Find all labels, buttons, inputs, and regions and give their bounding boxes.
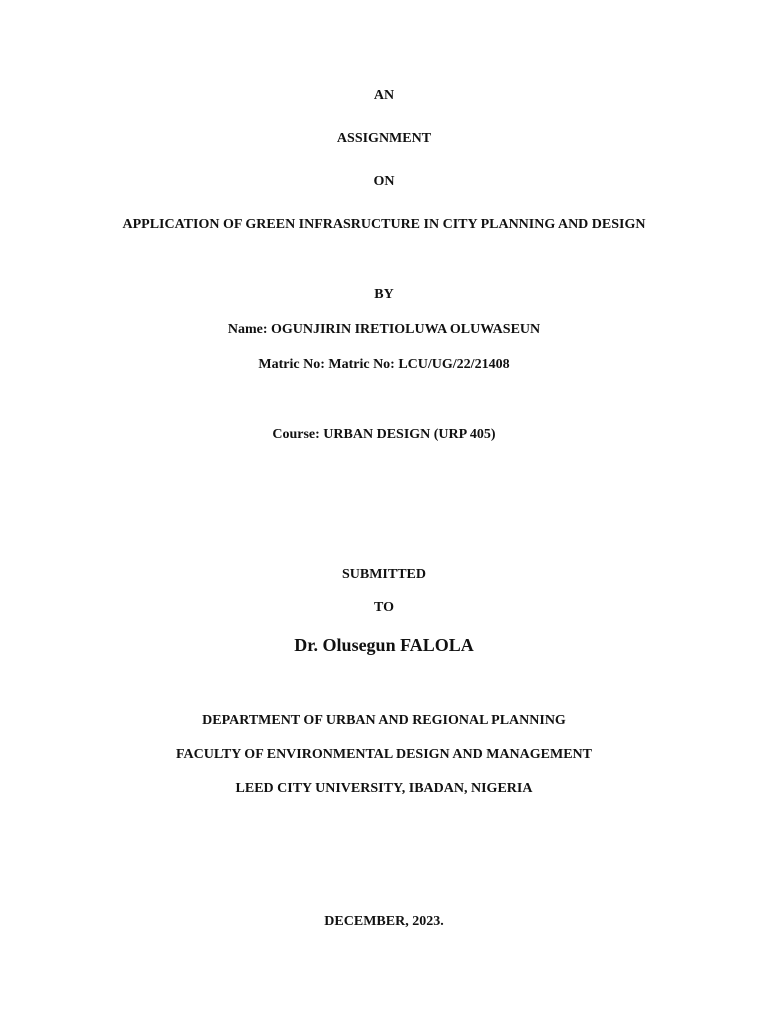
course-name: Course: URBAN DESIGN (URP 405) bbox=[272, 427, 496, 442]
heading-assignment: ASSIGNMENT bbox=[336, 131, 432, 146]
assignment-title: APPLICATION OF GREEN INFRASRUCTURE IN CITY PLANNING AND DESIGN bbox=[122, 217, 646, 232]
student-name: Name: OGUNJIRIN IRETIOLUWA OLUWASEUN bbox=[227, 322, 541, 337]
heading-to: TO bbox=[374, 600, 394, 615]
heading-submitted: SUBMITTED bbox=[341, 567, 427, 582]
lecturer-name: Dr. Olusegun FALOLA bbox=[294, 635, 474, 655]
department-name: DEPARTMENT OF URBAN AND REGIONAL PLANNING bbox=[202, 713, 566, 728]
heading-on: ON bbox=[373, 174, 395, 189]
submission-date: DECEMBER, 2023. bbox=[324, 914, 444, 929]
matric-number: Matric No: Matric No: LCU/UG/22/21408 bbox=[258, 357, 510, 372]
university-name: LEED CITY UNIVERSITY, IBADAN, NIGERIA bbox=[235, 781, 533, 796]
faculty-name: FACULTY OF ENVIRONMENTAL DESIGN AND MANAGEMENT bbox=[175, 747, 592, 762]
heading-by: BY bbox=[374, 287, 394, 302]
heading-an: AN bbox=[373, 88, 395, 103]
